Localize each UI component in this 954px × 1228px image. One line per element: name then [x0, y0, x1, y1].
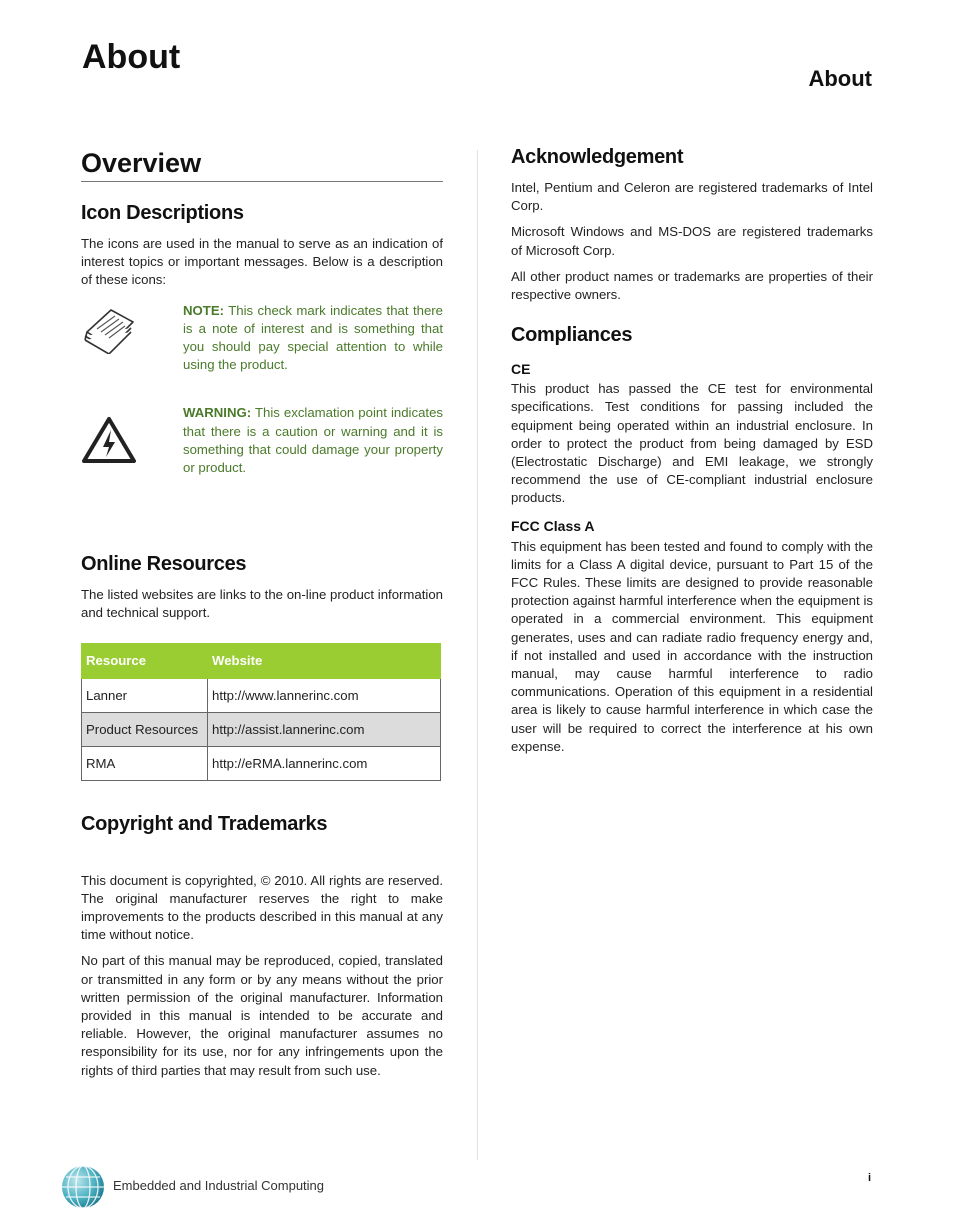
- warning-triangle-icon: [81, 404, 183, 469]
- table-cell: RMA: [82, 746, 208, 780]
- acknowledgement-heading: Acknowledgement: [511, 146, 684, 168]
- fcc-heading: FCC Class A: [511, 517, 595, 534]
- page-title: About: [82, 38, 181, 76]
- acknowledgement-paragraph-1: Intel, Pentium and Celeron are registered trademarks of Intel Corp.: [511, 180, 873, 214]
- note-text: [183, 302, 443, 375]
- footer-text: Embedded and Industrial Computing: [113, 1178, 325, 1193]
- copyright-paragraph-1: This document is copyrighted, © 2010. All rights are reserved. The original manufacturer reserves the right to make improvements to the products described in this manual at any time without notice.: [81, 872, 443, 943]
- warning-block: [81, 404, 443, 477]
- acknowledgement-paragraph-3: All other product names or trademarks are properties of their respective owners.: [511, 268, 873, 303]
- online-resources-intro: The listed websites are links to the on-line product information and technical support.: [81, 587, 443, 621]
- note-body: This check mark indicates that there is a note of interest and is something that you should pay special attention to while using the product.: [183, 302, 443, 373]
- running-header: About: [808, 66, 872, 91]
- ce-heading: CE: [511, 361, 531, 378]
- table-row: [82, 678, 441, 712]
- globe-logo-icon: [60, 1164, 106, 1215]
- table-header-row: [82, 643, 441, 678]
- table-cell-link[interactable]: http://eRMA.lannerinc.com: [208, 746, 441, 780]
- fcc-paragraph: This equipment has been tested and found to comply with the limits for a Class A digital device, pursuant to Part 15 of the FCC Rules. These limits are designed to provide reasonable protection against harmful interference when the equipment is operated in a commercial environment. This equipment generates, uses and can radiate radio frequency energy and, if not installed and used in accordance with the instruction manual, may cause harmful interference to radio communications. Operation of this equipment in a residential area is likely to cause harmful interference in which case the user will be required to correct the interference at his own expense.: [511, 538, 873, 754]
- copyright-paragraph-2: No part of this manual may be reproduced, copied, translated or transmitted in any form or by any means without the prior written permission of the original manufacturer. Information provided in this manual is intended to be accurate and reliable. However, the original manufacturer assumes no responsibility for its use, nor for any infringements upon the rights of third parties that may result from such use.: [81, 953, 443, 1078]
- note-pages-icon: [81, 302, 183, 359]
- icon-descriptions-heading: Icon Descriptions: [81, 202, 244, 224]
- warning-text: [183, 404, 443, 477]
- copyright-heading: Copyright and Trademarks: [81, 812, 328, 835]
- icon-descriptions-intro: The icons are used in the manual to serve as an indication of interest topics or important messages. Below is a description of these icons:: [81, 236, 443, 288]
- table-row: [82, 746, 441, 780]
- table-cell: Lanner: [82, 678, 208, 712]
- table-cell-link[interactable]: http://assist.lannerinc.com: [208, 712, 441, 746]
- page-number: i: [868, 1172, 872, 1184]
- table-header-website: Website: [208, 643, 441, 678]
- note-block: [81, 302, 443, 375]
- table-row: [82, 712, 441, 746]
- resources-table: [81, 643, 441, 781]
- table-cell-link[interactable]: http://www.lannerinc.com: [208, 678, 441, 712]
- right-column: [511, 140, 873, 756]
- left-column: [81, 140, 443, 1080]
- online-resources-heading: Online Resources: [81, 553, 247, 576]
- ce-paragraph: This product has passed the CE test for environmental specifications. Test conditions for passing included the equipment being operated within an industrial enclosure. In order to protect the product from being damaged by ESD (Electrostatic Discharge) and EMI leakage, we strongly recommend the use of CE-compliant industrial enclosure products.: [511, 381, 873, 506]
- warning-label: WARNING:: [183, 405, 252, 421]
- note-label: NOTE:: [183, 302, 225, 318]
- overview-heading: Overview: [81, 148, 443, 182]
- warning-body: This exclamation point indicates that there is a caution or warning and it is something that could damage your property or product.: [183, 405, 443, 476]
- column-divider: [477, 150, 478, 1160]
- table-cell: Product Resources: [82, 712, 208, 746]
- table-header-resource: Resource: [82, 643, 208, 678]
- acknowledgement-paragraph-2: Microsoft Windows and MS-DOS are registered trademarks of Microsoft Corp.: [511, 224, 873, 258]
- compliances-heading: Compliances: [511, 324, 633, 347]
